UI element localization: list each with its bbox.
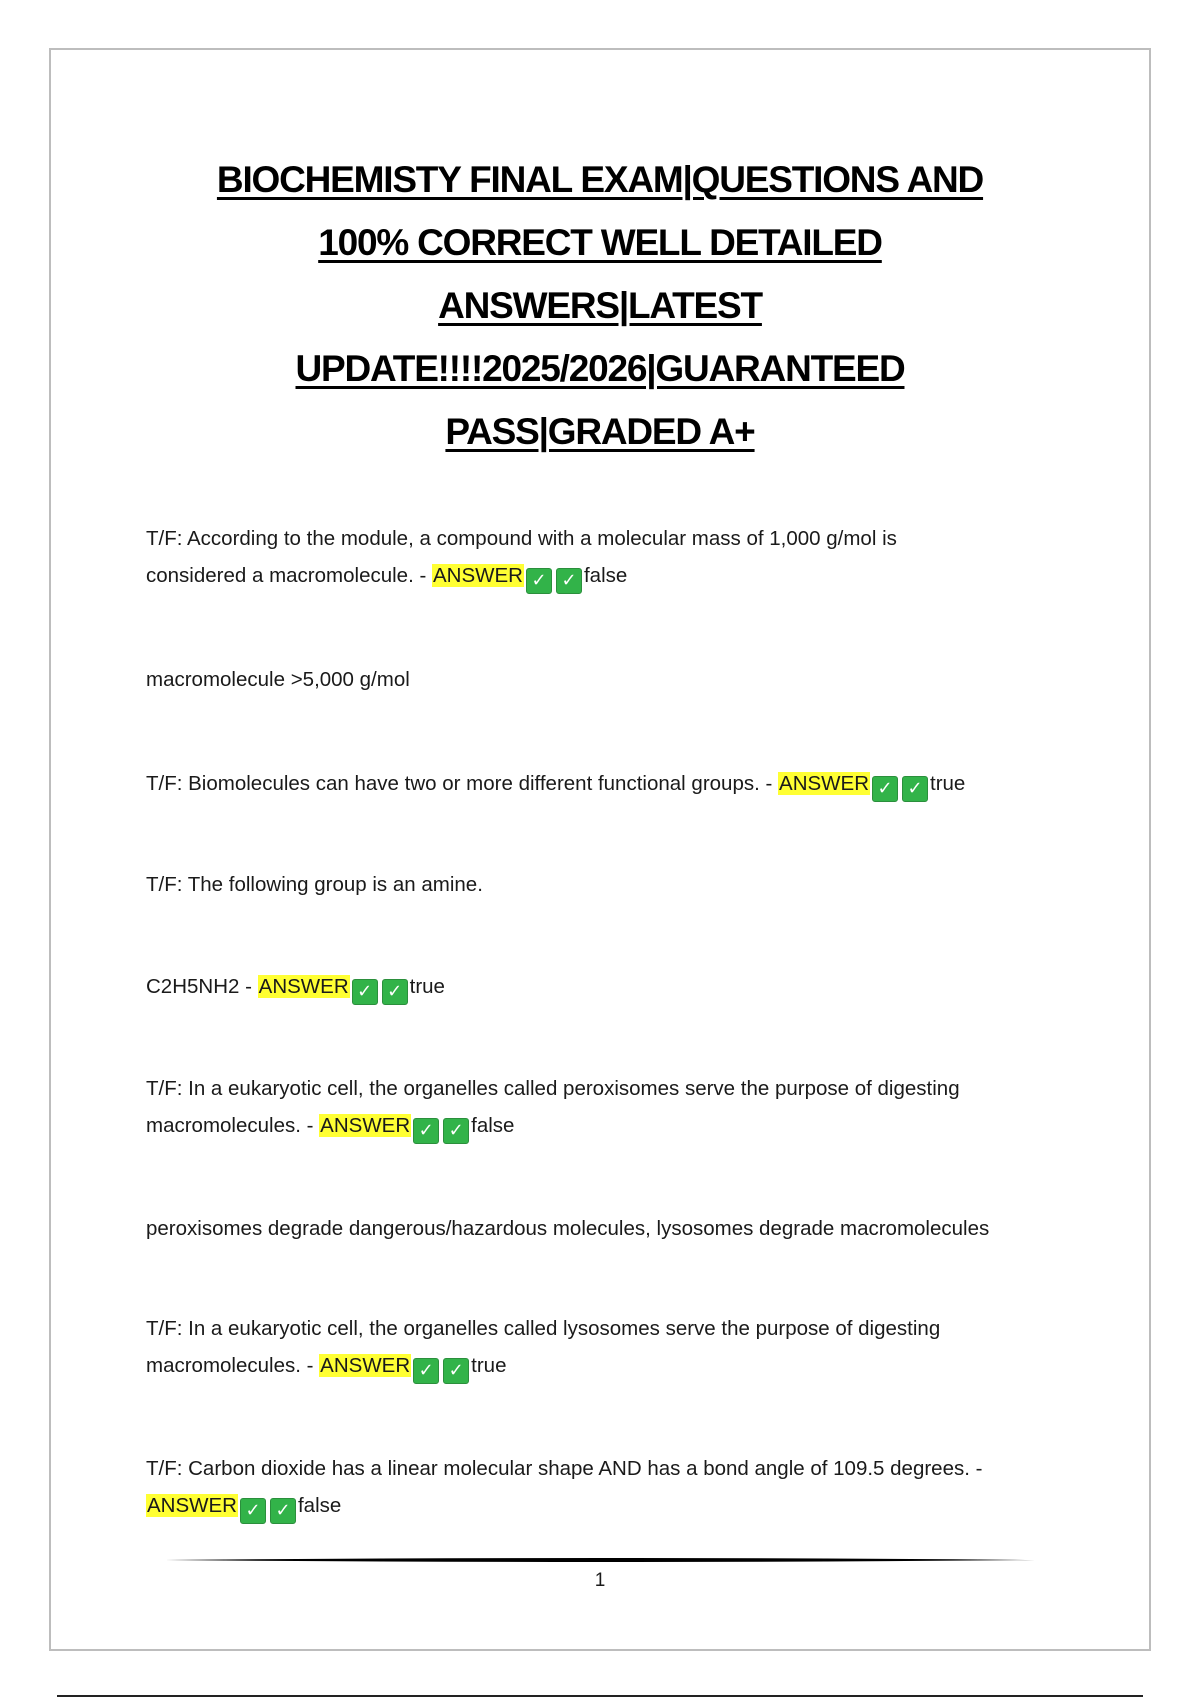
question-text: T/F: Biomolecules can have two or more different functional groups. - xyxy=(146,772,779,795)
title-line: BIOCHEMISTY FINAL EXAM|QUESTIONS AND xyxy=(216,159,984,200)
answer-marker: ANSWER xyxy=(147,1494,237,1517)
answer-value: false xyxy=(471,1114,515,1137)
footer-divider xyxy=(165,1557,1035,1563)
check-mark-icon: ✓ xyxy=(240,1498,266,1524)
explanation-note: macromolecule >5,000 g/mol xyxy=(146,668,410,691)
title-line: ANSWERS|LATEST xyxy=(438,285,762,326)
question-last-line xyxy=(146,1487,1056,1524)
check-mark-icon: ✓ xyxy=(352,979,378,1005)
answer-marker: ANSWER xyxy=(320,1114,411,1137)
question-last-line xyxy=(146,968,1056,1005)
check-mark-icon: ✓ xyxy=(443,1358,469,1384)
question-item xyxy=(146,1310,1056,1384)
answer-marker: ANSWER xyxy=(320,1354,411,1377)
question-item xyxy=(146,1070,1056,1144)
check-mark-icon: ✓ xyxy=(382,979,408,1005)
check-mark-icon: ✓ xyxy=(413,1118,439,1144)
answer-value: true xyxy=(471,1354,507,1377)
question-item xyxy=(146,765,1056,802)
check-mark-icon: ✓ xyxy=(872,776,898,802)
question-text: T/F: In a eukaryotic cell, the organelles called peroxisomes serve the purpose of digesting xyxy=(146,1077,960,1100)
answer-marker: ANSWER xyxy=(258,975,349,998)
question-text: C2H5NH2 - xyxy=(146,975,258,998)
check-mark-icon: ✓ xyxy=(443,1118,469,1144)
question-item xyxy=(146,968,1056,1005)
document-title xyxy=(140,148,1060,463)
title-line: PASS|GRADED A+ xyxy=(445,411,755,452)
question-text: macromolecules. - xyxy=(146,1354,320,1377)
explanation-note: peroxisomes degrade dangerous/hazardous molecules, lysosomes degrade macromolecules xyxy=(146,1217,990,1240)
question-prompt: T/F: The following group is an amine. xyxy=(146,873,483,896)
title-line: UPDATE!!!!2025/2026|GUARANTEED xyxy=(295,348,905,389)
check-mark-icon: ✓ xyxy=(270,1498,296,1524)
question-text: macromolecules. - xyxy=(146,1114,320,1137)
answer-value: true xyxy=(409,975,445,998)
answer-marker: ANSWER xyxy=(779,772,869,795)
question-item xyxy=(146,520,1056,594)
check-mark-icon: ✓ xyxy=(902,776,928,802)
answer-value: false xyxy=(297,1494,342,1517)
question-text: T/F: In a eukaryotic cell, the organelles called lysosomes serve the purpose of digesting xyxy=(146,1317,941,1340)
question-text: considered a macromolecule. - xyxy=(146,564,432,587)
question-last-line xyxy=(146,1107,1056,1144)
title-line: 100% CORRECT WELL DETAILED xyxy=(318,222,882,263)
check-mark-icon: ✓ xyxy=(526,568,552,594)
answer-value: true xyxy=(930,772,966,795)
question-last-line xyxy=(146,1347,1056,1384)
question-text: T/F: Carbon dioxide has a linear molecular shape AND has a bond angle of 109.5 degrees. - xyxy=(146,1457,983,1480)
bottom-divider xyxy=(57,1695,1143,1697)
check-mark-icon: ✓ xyxy=(556,568,582,594)
question-item xyxy=(146,1450,1056,1524)
page-number: 1 xyxy=(594,1570,606,1591)
question-last-line xyxy=(146,557,1056,594)
question-text: T/F: According to the module, a compound with a molecular mass of 1,000 g/mol is xyxy=(146,527,897,550)
question-last-line xyxy=(146,765,1056,802)
answer-marker: ANSWER xyxy=(433,564,523,587)
answer-value: false xyxy=(583,564,628,587)
check-mark-icon: ✓ xyxy=(413,1358,439,1384)
